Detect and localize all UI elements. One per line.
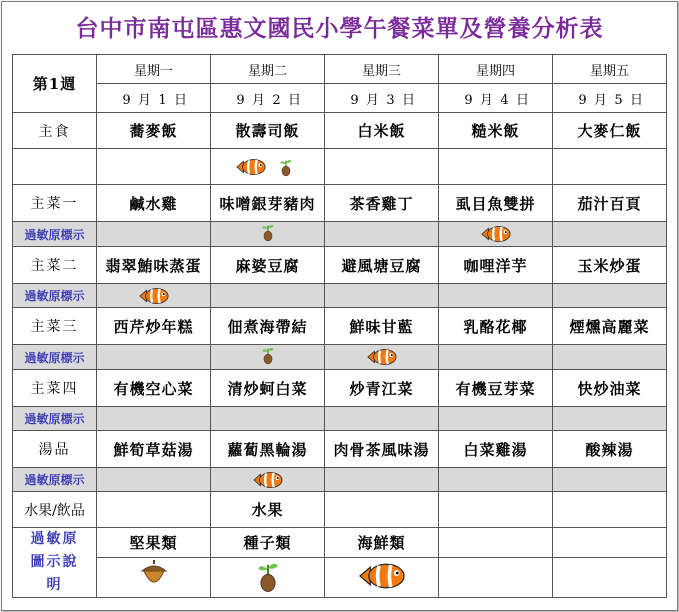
allergen-cell <box>97 284 211 308</box>
empty-cell <box>553 528 667 558</box>
dish-cell: 佃煮海帶結 <box>211 308 325 345</box>
allergen-cell <box>439 407 553 431</box>
allergen-cell <box>211 284 325 308</box>
allergen-cell <box>553 149 667 185</box>
dish-cell: 有機豆芽菜 <box>439 370 553 407</box>
nut-icon <box>137 559 171 593</box>
date-cell: 9 月 4 日 <box>439 84 553 113</box>
allergen-cell <box>97 149 211 185</box>
dish-cell: 肉骨茶風味湯 <box>325 431 439 468</box>
dish-cell: 鮮筍草菇湯 <box>97 431 211 468</box>
date-cell: 9 月 1 日 <box>97 84 211 113</box>
dish-cell: 快炒油菜 <box>553 370 667 407</box>
dish-cell <box>553 492 667 528</box>
legend-icon-cell <box>325 558 439 598</box>
dish-cell: 虱目魚雙拼 <box>439 185 553 222</box>
row-label-staple: 主食 <box>13 113 97 149</box>
day-header: 星期三 <box>325 55 439 84</box>
dish-cell: 茄汁百頁 <box>553 185 667 222</box>
seafood-icon <box>357 561 407 591</box>
menu-sheet <box>1 1 678 611</box>
allergen-label: 過敏原標示 <box>13 284 97 308</box>
dish-cell: 鹹水雞 <box>97 185 211 222</box>
day-header: 星期四 <box>439 55 553 84</box>
dish-cell: 麻婆豆腐 <box>211 247 325 284</box>
allergen-cell <box>439 222 553 247</box>
seed-icon <box>278 157 294 177</box>
seafood-icon <box>138 286 170 306</box>
allergen-cell <box>553 468 667 492</box>
allergen-cell <box>439 149 553 185</box>
allergen-cell <box>97 345 211 370</box>
allergen-cell <box>439 345 553 370</box>
allergen-cell <box>211 149 325 185</box>
dish-cell: 糙米飯 <box>439 113 553 149</box>
allergen-cell <box>325 407 439 431</box>
dish-cell: 白米飯 <box>325 113 439 149</box>
allergen-cell <box>97 222 211 247</box>
allergen-cell <box>553 345 667 370</box>
date-cell: 9 月 2 日 <box>211 84 325 113</box>
allergen-cell <box>439 284 553 308</box>
empty-cell <box>439 528 553 558</box>
seafood-icon <box>480 224 512 244</box>
seafood-icon <box>366 347 398 367</box>
seafood-icon <box>252 470 284 490</box>
row-label-main2: 主菜二 <box>13 247 97 284</box>
date-cell: 9 月 5 日 <box>553 84 667 113</box>
row-label-main1: 主菜一 <box>13 185 97 222</box>
legend-seeds: 種子類 <box>211 528 325 558</box>
allergen-label: 過敏原標示 <box>13 407 97 431</box>
allergen-cell <box>553 284 667 308</box>
allergen-label: 過敏原標示 <box>13 345 97 370</box>
row-label-main4: 主菜四 <box>13 370 97 407</box>
dish-cell: 煙燻高麗菜 <box>553 308 667 345</box>
allergen-cell <box>97 468 211 492</box>
dish-cell: 乳酪花椰 <box>439 308 553 345</box>
legend-label: 過敏原圖示說明 <box>13 528 97 598</box>
seed-icon <box>260 345 276 365</box>
allergen-cell <box>553 407 667 431</box>
allergen-cell <box>325 149 439 185</box>
allergen-cell <box>325 284 439 308</box>
allergen-label: 過敏原標示 <box>13 222 97 247</box>
menu-table <box>12 54 667 598</box>
dish-cell <box>97 492 211 528</box>
page-title: 台中市南屯區惠文國民小學午餐菜單及營養分析表 <box>75 15 604 42</box>
dish-cell: 清炒蚵白菜 <box>211 370 325 407</box>
allergen-cell <box>211 345 325 370</box>
dish-cell: 散壽司飯 <box>211 113 325 149</box>
allergen-cell <box>325 468 439 492</box>
dish-cell: 炒青江菜 <box>325 370 439 407</box>
dish-cell: 蕎麥飯 <box>97 113 211 149</box>
dish-cell: 避風塘豆腐 <box>325 247 439 284</box>
week-label: 第1週 <box>13 55 97 113</box>
empty-cell <box>553 558 667 598</box>
dish-cell: 酸辣湯 <box>553 431 667 468</box>
dish-cell: 蘿蔔黑輪湯 <box>211 431 325 468</box>
dish-cell: 西芹炒年糕 <box>97 308 211 345</box>
row-label-main3: 主菜三 <box>13 308 97 345</box>
dish-cell: 水果 <box>211 492 325 528</box>
legend-nuts: 堅果類 <box>97 528 211 558</box>
dish-cell: 有機空心菜 <box>97 370 211 407</box>
legend-seafood: 海鮮類 <box>325 528 439 558</box>
day-header: 星期五 <box>553 55 667 84</box>
day-header: 星期二 <box>211 55 325 84</box>
dish-cell <box>325 492 439 528</box>
allergen-cell <box>97 407 211 431</box>
allergen-cell <box>211 407 325 431</box>
dish-cell <box>439 492 553 528</box>
legend-icon-cell <box>97 558 211 598</box>
allergen-cell <box>211 222 325 247</box>
empty-cell <box>13 149 97 185</box>
empty-cell <box>439 558 553 598</box>
allergen-cell <box>553 222 667 247</box>
dish-cell: 白菜雞湯 <box>439 431 553 468</box>
dish-cell: 味噌銀芽豬肉 <box>211 185 325 222</box>
legend-icon-cell <box>211 558 325 598</box>
seafood-icon <box>235 157 267 177</box>
dish-cell: 咖哩洋芋 <box>439 247 553 284</box>
allergen-cell <box>325 222 439 247</box>
allergen-label: 過敏原標示 <box>13 468 97 492</box>
date-cell: 9 月 3 日 <box>325 84 439 113</box>
row-label-soup: 湯品 <box>13 431 97 468</box>
day-header: 星期一 <box>97 55 211 84</box>
dish-cell: 翡翠鮪味蒸蛋 <box>97 247 211 284</box>
dish-cell: 大麥仁飯 <box>553 113 667 149</box>
allergen-cell <box>439 468 553 492</box>
seed-icon <box>260 222 276 242</box>
allergen-cell <box>211 468 325 492</box>
dish-cell: 玉米炒蛋 <box>553 247 667 284</box>
dish-cell: 鮮味甘藍 <box>325 308 439 345</box>
dish-cell: 茶香雞丁 <box>325 185 439 222</box>
seed-icon <box>254 560 282 592</box>
row-label-fruit: 水果/飲品 <box>13 492 97 528</box>
allergen-cell <box>325 345 439 370</box>
